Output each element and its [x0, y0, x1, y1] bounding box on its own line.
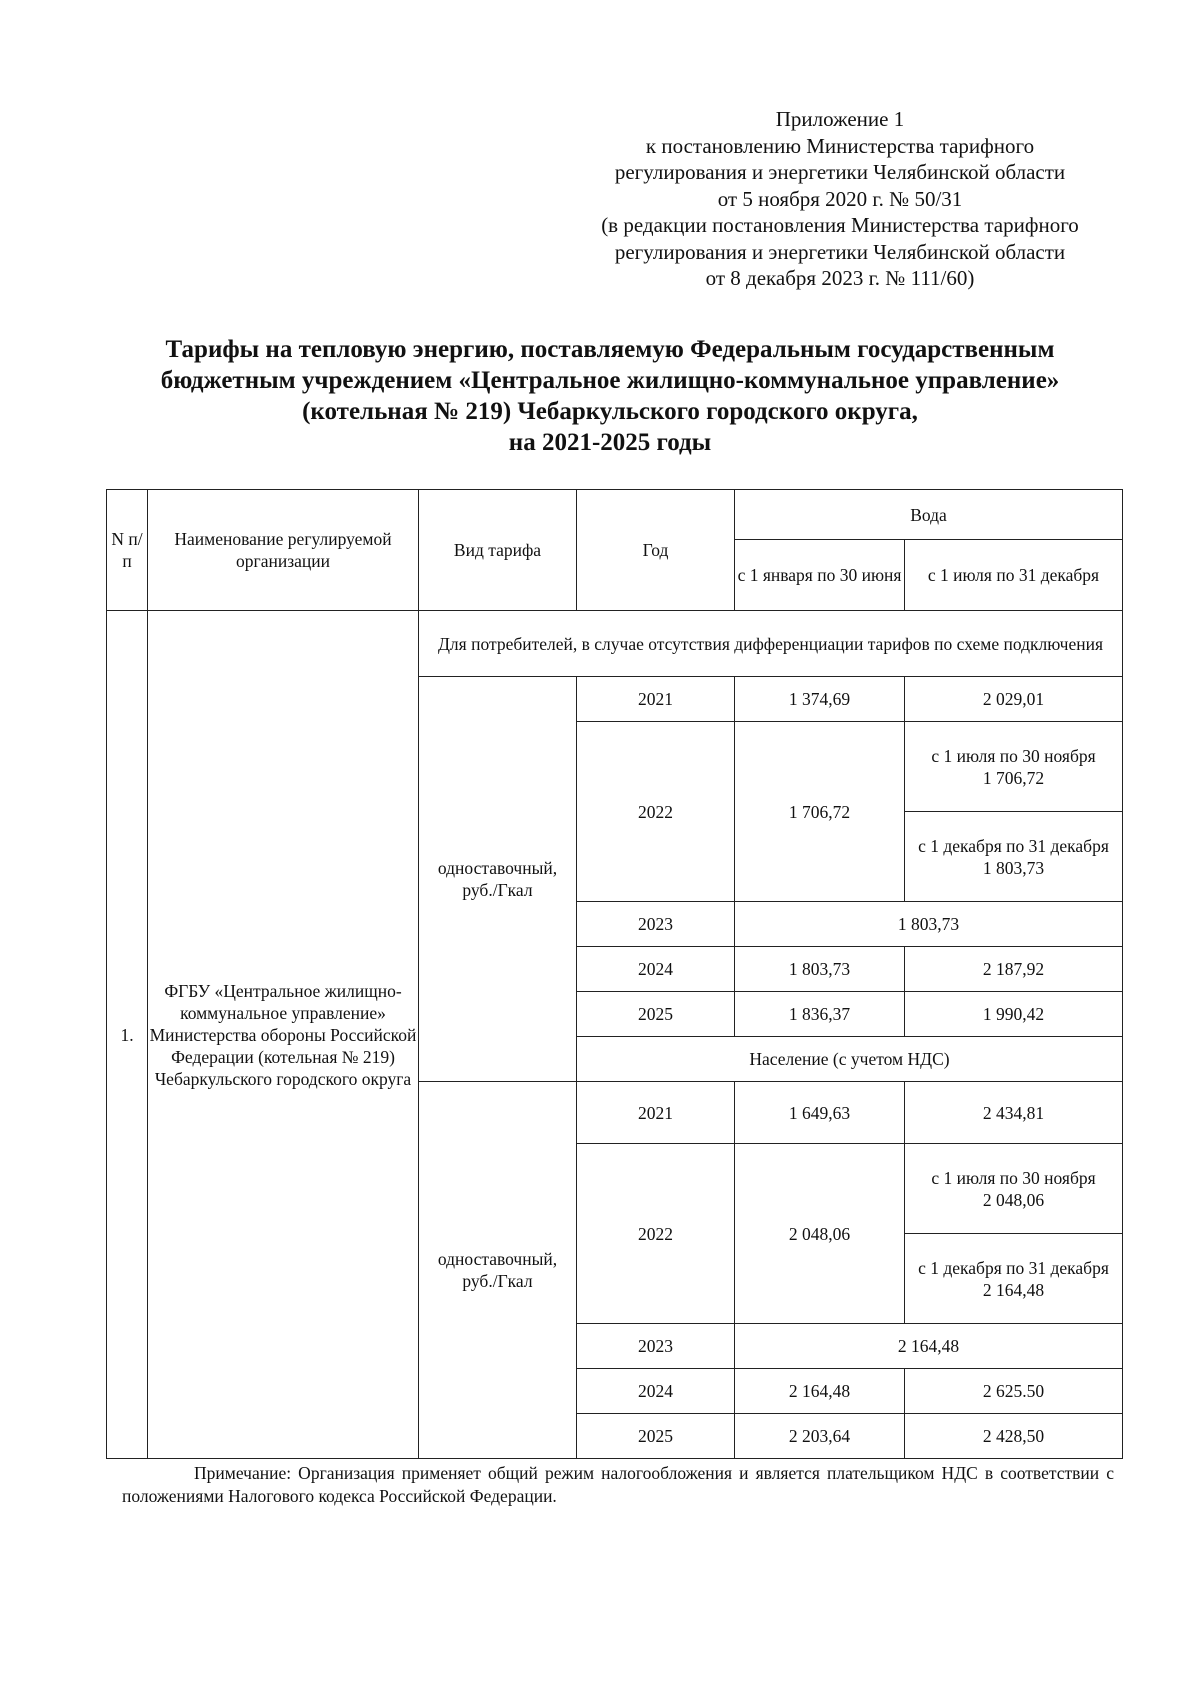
appendix-line: регулирования и энергетики Челябинской области	[614, 239, 1066, 264]
title-line: (котельная № 219) Чебаркульского городского округа,	[302, 398, 918, 425]
year-cell: 2024	[577, 1369, 735, 1414]
header-num: N п/п	[107, 490, 148, 611]
footnote: Примечание: Организация применяет общий режим налогообложения и является плательщиком НДС в соответствии с положениями Налогового кодекса Российской Федерации.	[122, 1463, 1114, 1506]
category-label: Население (с учетом НДС)	[577, 1037, 1123, 1082]
value-h2-subperiod-1	[905, 1144, 1123, 1234]
subperiod-value: 1 706,72	[982, 767, 1045, 788]
tariff-type: одноставочный, руб./Гкал	[419, 1082, 577, 1459]
value-h2: 2 625.50	[905, 1369, 1123, 1414]
title-line: на 2021-2025 годы	[508, 429, 712, 456]
value-whole-year: 2 164,48	[735, 1324, 1123, 1369]
appendix-header	[560, 106, 1120, 292]
appendix-line: от 5 ноября 2020 г. № 50/31	[717, 186, 963, 211]
value-h2: 2 434,81	[905, 1082, 1123, 1144]
value-h1: 1 706,72	[735, 722, 905, 902]
value-h1: 2 203,64	[735, 1414, 905, 1459]
year-cell: 2021	[577, 677, 735, 722]
document-title	[110, 334, 1110, 458]
value-h2-subperiod-2	[905, 1234, 1123, 1324]
value-h1: 1 836,37	[735, 992, 905, 1037]
tariff-table	[106, 489, 1123, 1459]
year-cell: 2022	[577, 1144, 735, 1324]
title-line: Тарифы на тепловую энергию, поставляемую Федеральным государственным	[165, 336, 1055, 363]
value-h2: 2 428,50	[905, 1414, 1123, 1459]
subperiod-value: 2 048,06	[982, 1189, 1045, 1210]
appendix-line: Приложение 1	[775, 107, 905, 131]
header-org: Наименование регулируемой организации	[148, 490, 419, 611]
value-whole-year: 1 803,73	[735, 902, 1123, 947]
value-h1: 2 048,06	[735, 1144, 905, 1324]
value-h1: 1 374,69	[735, 677, 905, 722]
appendix-line: от 8 декабря 2023 г. № 111/60)	[705, 266, 975, 290]
header-water: Вода	[735, 490, 1123, 540]
subperiod-label: с 1 декабря по 31 декабря	[918, 1257, 1109, 1278]
year-cell: 2025	[577, 992, 735, 1037]
value-h2-subperiod-2	[905, 812, 1123, 902]
category-label: Для потребителей, в случае отсутствия дифференциации тарифов по схеме подключения	[419, 611, 1123, 677]
value-h2: 2 187,92	[905, 947, 1123, 992]
year-cell: 2025	[577, 1414, 735, 1459]
appendix-line: к постановлению Министерства тарифного	[645, 133, 1035, 158]
subperiod-label: с 1 декабря по 31 декабря	[918, 835, 1109, 856]
header-period-2: с 1 июля по 31 декабря	[905, 540, 1123, 611]
subperiod-label: с 1 июля по 30 ноября	[931, 1167, 1096, 1188]
title-line: бюджетным учреждением «Центральное жилищно-коммунальное управление»	[160, 367, 1060, 394]
header-period-1: с 1 января по 30 июня	[735, 540, 905, 611]
value-h1: 1 649,63	[735, 1082, 905, 1144]
subperiod-value: 2 164,48	[982, 1279, 1045, 1300]
year-cell: 2021	[577, 1082, 735, 1144]
header-year: Год	[577, 490, 735, 611]
subperiod-value: 1 803,73	[982, 857, 1045, 878]
appendix-line: регулирования и энергетики Челябинской области	[614, 160, 1066, 184]
organization-name: ФГБУ «Центральное жилищно-коммунальное управление» Министерства обороны Российской Федерации (котельная № 219) Чебаркульского городского округа	[148, 611, 419, 1459]
appendix-line: (в редакции постановления Министерства тарифного	[601, 213, 1079, 237]
value-h2: 1 990,42	[905, 992, 1123, 1037]
header-tariff-type: Вид тарифа	[419, 490, 577, 611]
tariff-type: одноставочный, руб./Гкал	[419, 677, 577, 1082]
year-cell: 2022	[577, 722, 735, 902]
value-h2-subperiod-1	[905, 722, 1123, 812]
year-cell: 2023	[577, 902, 735, 947]
value-h1: 1 803,73	[735, 947, 905, 992]
subperiod-label: с 1 июля по 30 ноября	[931, 745, 1096, 766]
value-h2: 2 029,01	[905, 677, 1123, 722]
year-cell: 2023	[577, 1324, 735, 1369]
row-number: 1.	[107, 611, 148, 1459]
year-cell: 2024	[577, 947, 735, 992]
value-h1: 2 164,48	[735, 1369, 905, 1414]
